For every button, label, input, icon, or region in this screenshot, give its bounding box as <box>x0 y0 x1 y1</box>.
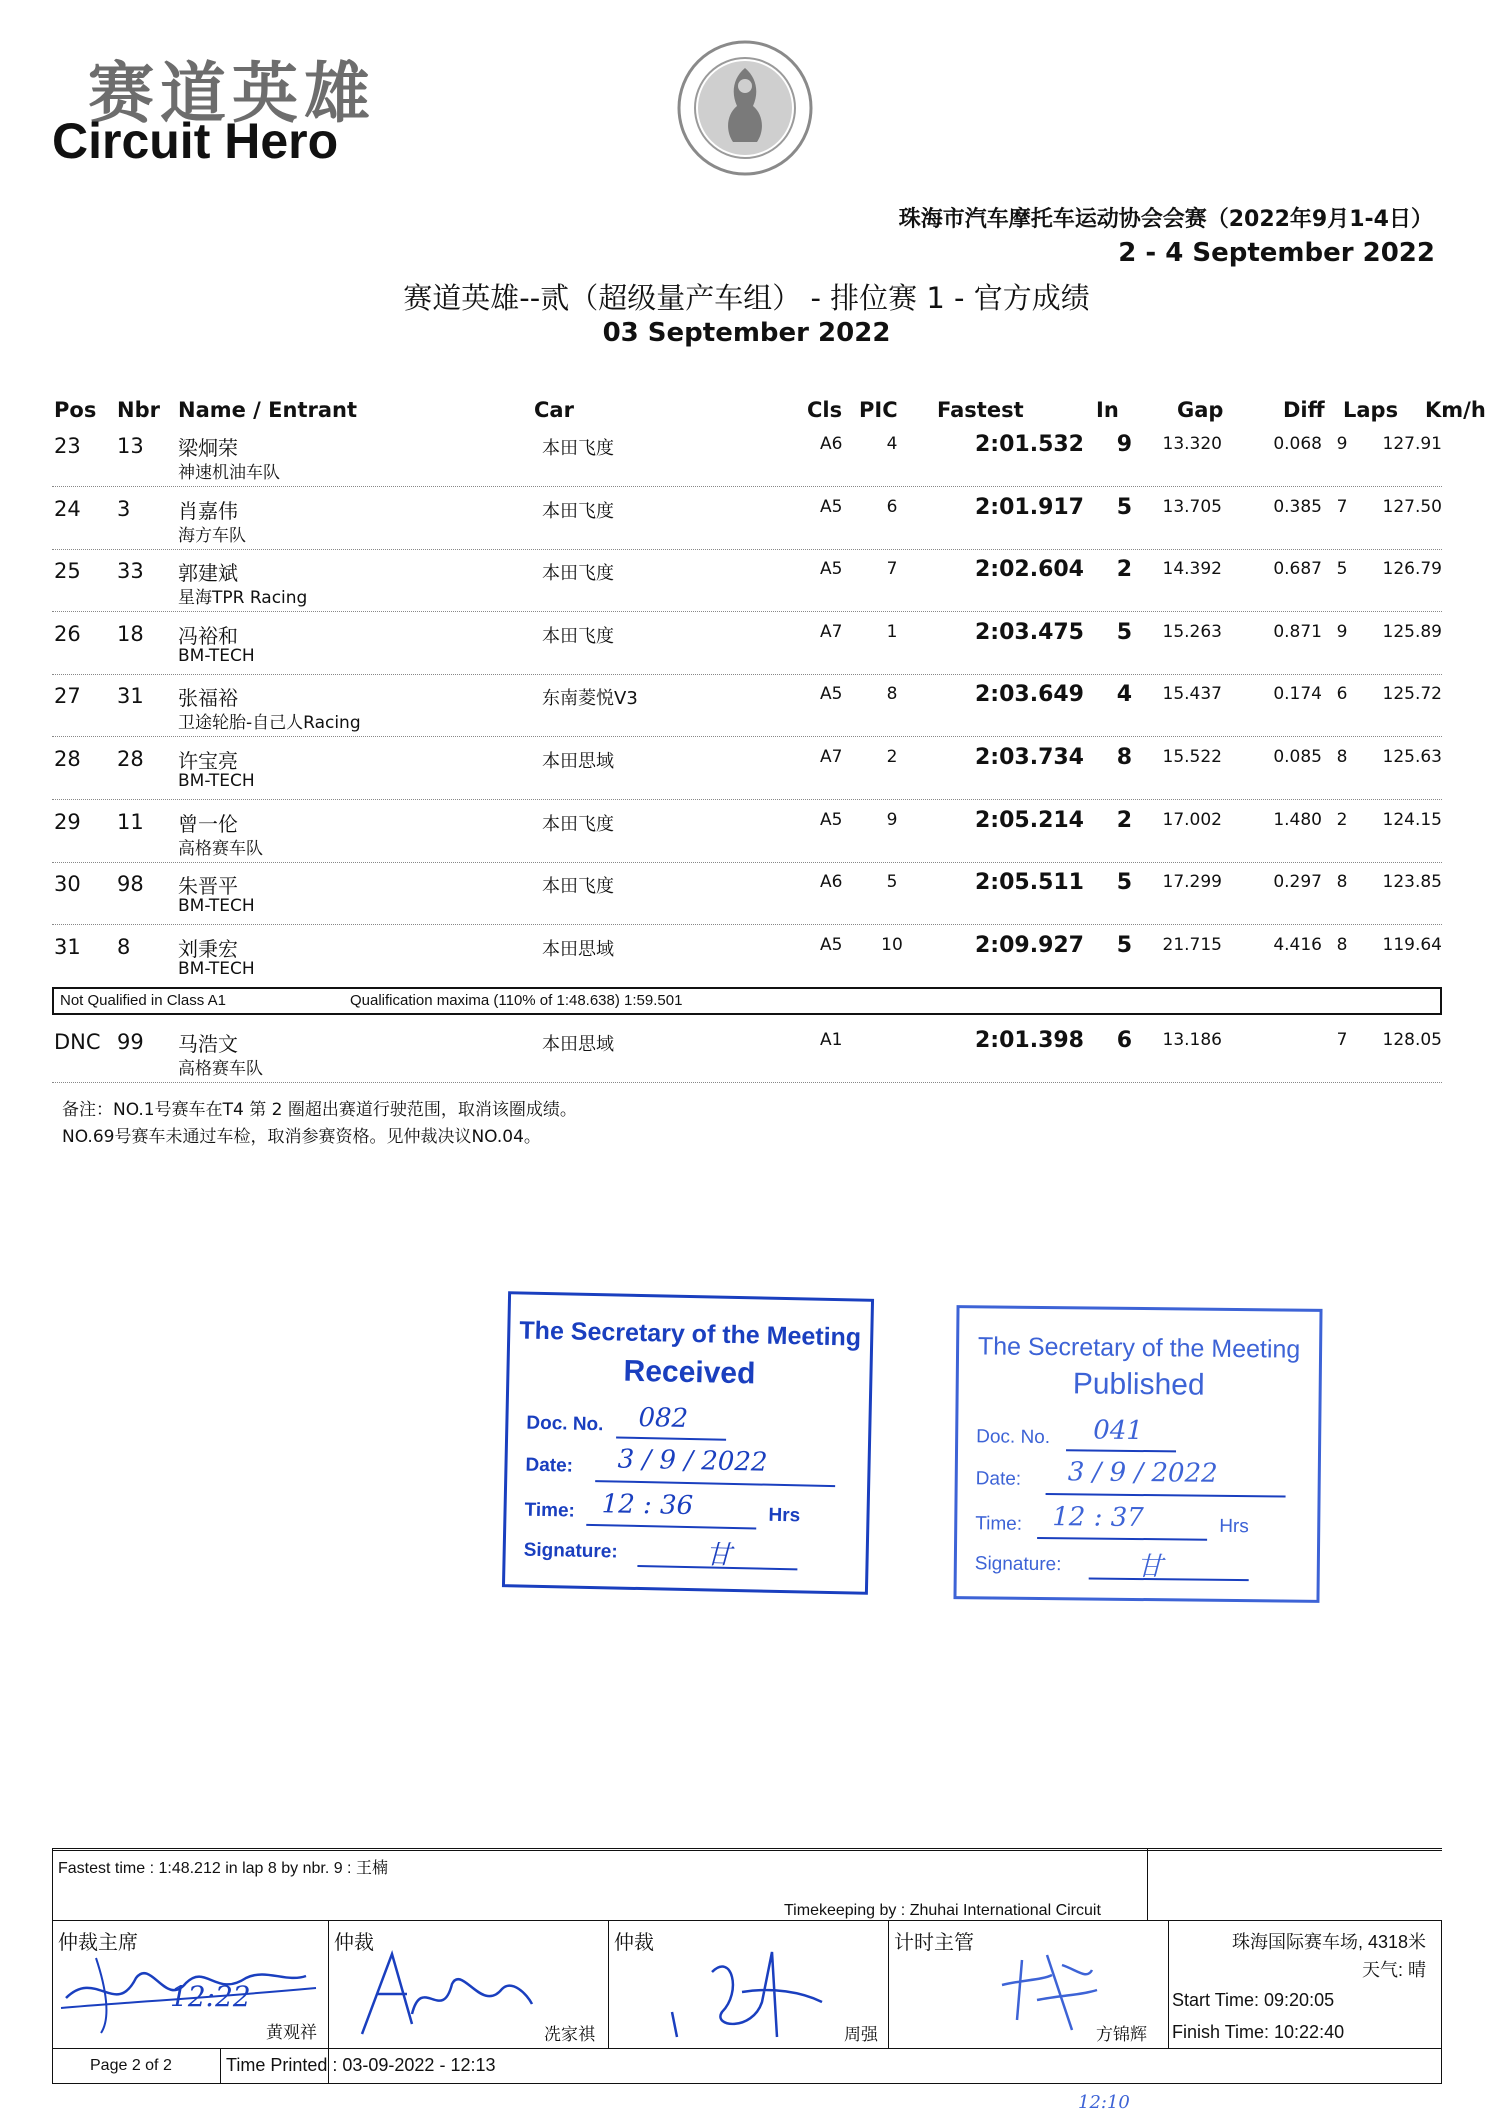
time-printed: Time Printed : 03-09-2022 - 12:13 <box>226 2055 496 2075</box>
cell-fastest: 2:03.734 <box>974 745 1084 770</box>
col-pic: PIC <box>859 398 898 422</box>
cell-cls: A7 <box>820 747 843 767</box>
cell-nbr: 28 <box>117 747 144 771</box>
page-number: Page 2 of 2 <box>90 2057 172 2074</box>
cell-kmh: 124.15 <box>1382 809 1442 830</box>
cell-fastest: 2:05.214 <box>974 807 1084 833</box>
cell-kmh: 123.85 <box>1382 872 1442 893</box>
col-car: Car <box>534 398 574 422</box>
event-dates: 2 - 4 September 2022 <box>1118 238 1435 268</box>
col-diff: Diff <box>1283 398 1325 422</box>
cell-car: 本田飞度 <box>542 625 614 647</box>
cell-gap: 14.392 <box>1162 559 1222 580</box>
cell-pos: 29 <box>54 809 81 834</box>
cell-car: 本田飞度 <box>542 500 614 522</box>
col-kmh: Km/h <box>1425 398 1486 422</box>
cell-laps: 8 <box>1336 934 1348 955</box>
role-steward: 仲裁 <box>614 1932 654 1954</box>
signature-steward-1 <box>342 1934 542 2044</box>
cell-cls: A7 <box>820 621 843 642</box>
published-stamp: The Secretary of the Meeting Published Doc. No. 041 Date: 3 / 9 / 2022 Time: 12 : 37 Hrs Signature: 甘 <box>953 1305 1322 1603</box>
association-seal <box>675 38 815 178</box>
cell-car: 本田飞度 <box>542 563 614 585</box>
cell-laps: 6 <box>1336 684 1348 705</box>
cell-pos: 31 <box>54 934 81 959</box>
cell-kmh: 125.63 <box>1382 747 1442 767</box>
cell-in: 9 <box>1116 432 1132 457</box>
cell-pos: 26 <box>54 621 81 646</box>
cell-cls: A5 <box>820 559 843 580</box>
cell-pos: 24 <box>54 496 81 521</box>
cell-car: 东南菱悦V3 <box>542 688 638 710</box>
cell-pic: 10 <box>881 934 903 955</box>
cell-diff: 4.416 <box>1273 934 1322 955</box>
cell-fastest: 2:05.511 <box>974 870 1084 896</box>
cell-diff: 0.297 <box>1273 872 1322 893</box>
official-name: 黄观祥 <box>266 2023 317 2042</box>
table-row <box>52 424 1442 487</box>
table-row <box>52 612 1442 675</box>
cell-fastest: 2:01.917 <box>974 494 1084 520</box>
cell-fastest: 2:03.649 <box>974 682 1084 708</box>
cell-laps: 2 <box>1336 809 1348 830</box>
cell-name: 梁炯荣 <box>178 436 238 460</box>
col-name: Name / Entrant <box>178 398 358 422</box>
cell-nbr: 13 <box>117 434 144 458</box>
cell-team: BM-TECH <box>178 896 255 917</box>
logo-english: Circuit Hero <box>52 113 339 169</box>
cell-pic: 9 <box>886 809 898 830</box>
cell-fastest: 2:03.475 <box>974 619 1084 645</box>
cell-name: 郭建斌 <box>178 561 238 586</box>
cell-nbr: 8 <box>117 934 131 959</box>
cell-diff: 1.480 <box>1273 809 1322 830</box>
not-qualified-box <box>52 987 1442 1015</box>
col-in: In <box>1096 398 1119 422</box>
cell-team: BM-TECH <box>178 645 255 666</box>
cell-fastest: 2:09.927 <box>974 932 1084 958</box>
cell-gap: 17.002 <box>1162 809 1222 830</box>
table-row <box>52 737 1442 800</box>
circuit-info: 珠海国际赛车场, 4318米 <box>1231 1932 1426 1952</box>
cell-nbr: 31 <box>117 684 144 709</box>
cell-kmh: 127.91 <box>1382 434 1442 454</box>
cell-team: 卫途轮胎-自己人Racing <box>178 713 361 734</box>
cell-diff: 0.385 <box>1273 496 1322 517</box>
cell-team: 星海TPR Racing <box>178 588 308 609</box>
cell-gap: 17.299 <box>1162 872 1222 893</box>
cell-laps: 8 <box>1336 872 1348 893</box>
cell-pic: 4 <box>886 434 898 454</box>
cell-team: BM-TECH <box>178 958 255 979</box>
cell-fastest: 2:02.604 <box>974 557 1084 583</box>
cell-pos: 30 <box>54 872 81 897</box>
col-gap: Gap <box>1177 398 1224 422</box>
cell-car: 本田飞度 <box>542 438 614 459</box>
cell-pos: 27 <box>54 684 81 709</box>
cell-in: 5 <box>1116 494 1132 520</box>
footer <box>52 1848 1442 2084</box>
cell-gap: 15.522 <box>1162 747 1222 767</box>
cell-cls: A5 <box>820 496 843 517</box>
cell-nbr: 98 <box>117 872 144 897</box>
cell-car: 本田飞度 <box>542 813 614 835</box>
cell-nbr: 11 <box>117 809 144 834</box>
cell-in: 2 <box>1116 557 1132 583</box>
cell-pic: 5 <box>886 872 898 893</box>
table-row <box>52 674 1442 737</box>
signature-timekeeping-chief <box>992 1940 1112 2040</box>
note-line: NO.69号赛车未通过车检，取消参赛资格。见仲裁决议NO.04。 <box>62 1127 541 1147</box>
cell-name: 肖嘉伟 <box>178 498 238 523</box>
cell-fastest: 2:01.532 <box>974 432 1084 457</box>
note-line: 备注：NO.1号赛车在T4 第 2 圈超出赛道行驶范围，取消该圈成绩。 <box>62 1100 577 1120</box>
cell-name: 刘秉宏 <box>178 936 238 961</box>
cell-name: 曾一伦 <box>178 811 238 836</box>
official-name: 周强 <box>844 2025 878 2044</box>
cell-pic: 2 <box>886 747 898 767</box>
cell-kmh: 125.72 <box>1382 684 1442 705</box>
cell-diff: 0.068 <box>1273 434 1322 454</box>
cell-in: 2 <box>1116 807 1132 833</box>
cell-diff: 0.174 <box>1273 684 1322 705</box>
cell-diff: 0.871 <box>1273 621 1322 642</box>
notes <box>62 1097 577 1151</box>
cell-gap: 15.437 <box>1162 684 1222 705</box>
fastest-time: Fastest time : 1:48.212 in lap 8 by nbr. 9 : 王楠 <box>58 1860 388 1877</box>
col-nbr: Nbr <box>117 398 160 422</box>
cell-pic: 8 <box>886 684 898 705</box>
col-cls: Cls <box>807 398 843 422</box>
table-row <box>52 862 1442 925</box>
cell-name: 冯裕和 <box>178 623 238 648</box>
cell-laps: 8 <box>1336 747 1348 767</box>
event-name: 珠海市汽车摩托车运动协会会赛（2022年9月1-4日） <box>898 207 1433 232</box>
cell-team: 高格赛车队 <box>178 838 263 859</box>
cell-pic: 6 <box>886 496 898 517</box>
weather: 天气: 晴 <box>1361 1960 1426 1980</box>
cell-in: 4 <box>1116 682 1132 708</box>
received-stamp: The Secretary of the Meeting Received Doc. No. 082 Date: 3 / 9 / 2022 Time: 12 : 36 Hrs Signature: 甘 <box>502 1291 874 1595</box>
cell-team: BM-TECH <box>178 771 255 791</box>
col-laps: Laps <box>1343 398 1399 422</box>
handwritten-time: 12:22 <box>170 1980 251 2013</box>
cell-car: 本田思域 <box>542 938 614 960</box>
cell-cls: A5 <box>820 934 843 955</box>
cell-gap: 15.263 <box>1162 621 1222 642</box>
cell-nbr: 3 <box>117 496 131 521</box>
cell-pos: 28 <box>54 747 81 771</box>
cell-cls: A6 <box>820 434 843 454</box>
cell-kmh: 125.89 <box>1382 621 1442 642</box>
session-date: 03 September 2022 <box>602 318 891 348</box>
official-name: 方锦辉 <box>1096 2025 1147 2044</box>
cell-car: 本田思域 <box>542 751 614 772</box>
table-row-dnc: DNC 99 马浩文 高格赛车队 本田思域 A1 2:01.398 6 13.186 7 128.05 <box>52 1020 1442 1083</box>
table-row <box>52 487 1442 550</box>
logo-chinese: 赛道英雄 <box>88 55 376 132</box>
cell-gap: 13.320 <box>1162 434 1222 454</box>
cell-team: 海方车队 <box>178 525 246 546</box>
col-fastest: Fastest <box>937 398 1024 422</box>
cell-kmh: 119.64 <box>1382 934 1442 955</box>
cell-cls: A6 <box>820 872 843 893</box>
finish-time: Finish Time: 10:22:40 <box>1172 2022 1345 2042</box>
qualification-maxima: Qualification maxima (110% of 1:48.638) 1:59.501 <box>350 992 683 1009</box>
cell-pic: 1 <box>886 621 898 642</box>
not-qualified-label: Not Qualified in Class A1 <box>60 992 226 1009</box>
start-time: Start Time: 09:20:05 <box>1172 1990 1335 2010</box>
cell-gap: 21.715 <box>1162 934 1222 955</box>
official-name: 冼家祺 <box>544 2025 595 2044</box>
cell-name: 许宝亮 <box>178 749 238 773</box>
table-row <box>52 549 1442 612</box>
cell-in: 8 <box>1116 745 1132 770</box>
role-chief-steward: 仲裁主席 <box>58 1932 138 1954</box>
cell-nbr: 18 <box>117 621 144 646</box>
timekeeping: Timekeeping by : Zhuhai International Circuit <box>784 1902 1101 1919</box>
table-row <box>52 800 1442 863</box>
cell-kmh: 126.79 <box>1382 559 1442 580</box>
document-title: 赛道英雄--贰（超级量产车组） - 排位赛 1 - 官方成绩 <box>403 281 1090 315</box>
signature-steward-2 <box>652 1932 852 2044</box>
col-pos: Pos <box>54 398 97 422</box>
cell-kmh: 127.50 <box>1382 496 1442 517</box>
handwritten-note: 12:10 <box>1078 2092 1130 2113</box>
cell-team: 神速机油车队 <box>178 463 280 483</box>
cell-name: 张福裕 <box>178 686 238 711</box>
cell-diff: 0.687 <box>1273 559 1322 580</box>
cell-laps: 5 <box>1336 559 1348 580</box>
table-row <box>52 925 1442 988</box>
cell-laps: 7 <box>1336 496 1348 517</box>
cell-diff: 0.085 <box>1273 747 1322 767</box>
cell-cls: A5 <box>820 684 843 705</box>
cell-cls: A5 <box>820 809 843 830</box>
results-header <box>52 398 1486 426</box>
cell-gap: 13.705 <box>1162 496 1222 517</box>
role-timekeeping-chief: 计时主管 <box>894 1932 974 1954</box>
cell-in: 5 <box>1116 870 1132 896</box>
cell-pos: 25 <box>54 559 81 584</box>
cell-car: 本田飞度 <box>542 876 614 898</box>
cell-in: 5 <box>1116 932 1132 958</box>
cell-laps: 9 <box>1336 434 1348 454</box>
cell-laps: 9 <box>1336 621 1348 642</box>
cell-pos: 23 <box>54 434 81 458</box>
cell-pic: 7 <box>886 559 898 580</box>
cell-name: 朱晋平 <box>178 874 238 899</box>
role-steward: 仲裁 <box>334 1932 374 1954</box>
cell-in: 5 <box>1116 619 1132 645</box>
cell-nbr: 33 <box>117 559 144 584</box>
